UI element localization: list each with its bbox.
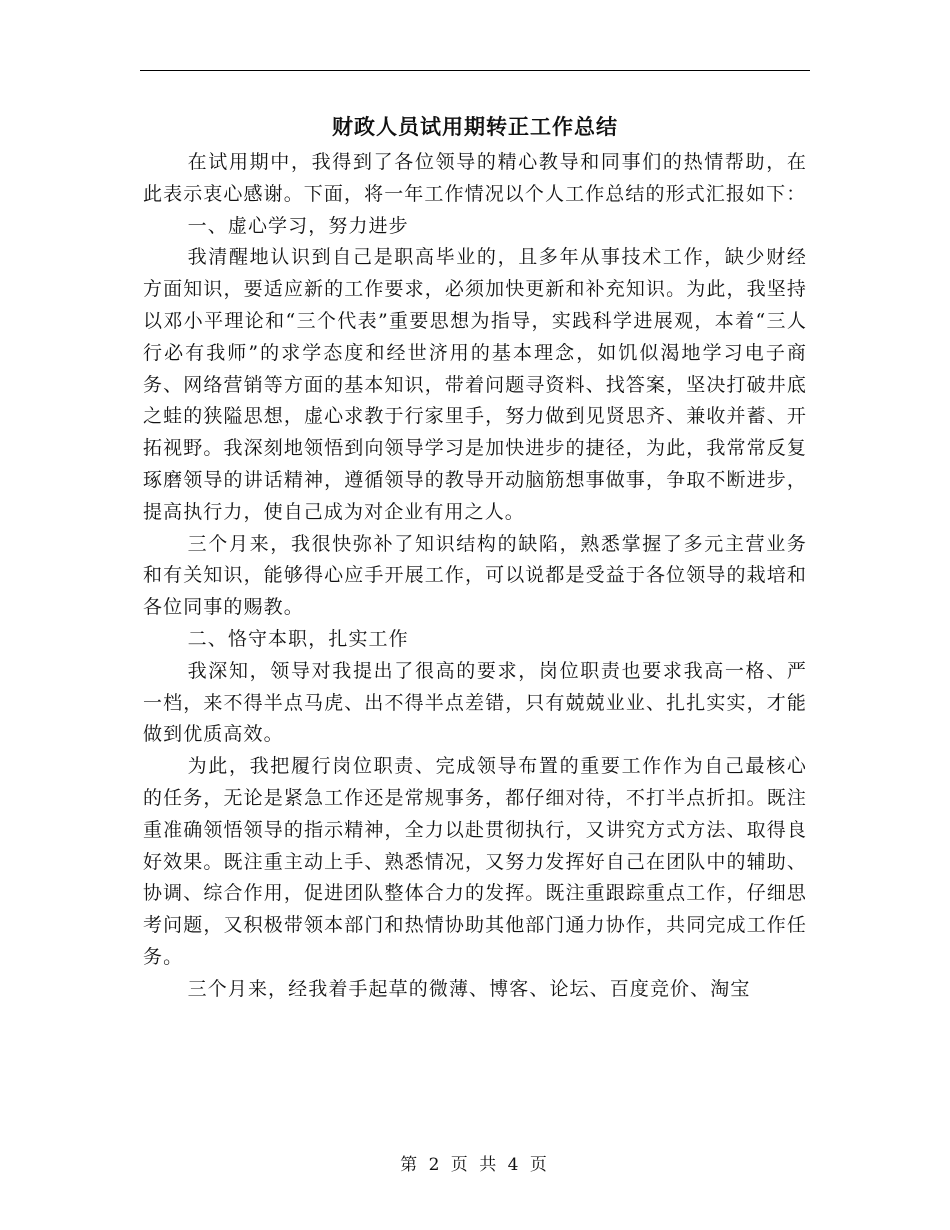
- section-heading-1: 一、虚心学习，努力进步: [187, 214, 409, 237]
- paragraph-intro: 在试用期中，我得到了各位领导的精心教导和同事们的热情帮助，在此表示衷心感谢。下面，将一年工作情况以个人工作总结的形式汇报如下：: [143, 151, 807, 205]
- paragraph-core-tasks: 为此，我把履行岗位职责、完成领导布置的重要工作作为自己最核心的任务，无论是紧急工作还是常规事务，都仔细对待，不打半点折扣。既注重准确领悟领导的指示精神，全力以赴贯彻执行，又讲究方式方法、取得良好效果。既注重主动上手、熟悉情况，又努力发挥好自己在团队中的辅助、协调、综合作用，促进团队整体合力的发挥。既注重跟踪重点工作，仔细思考问题，又积极带领本部门和热情协助其他部门通力协作，共同完成工作任务。: [143, 755, 807, 968]
- paragraph-results: 三个月来，经我着手起草的微薄、博客、论坛、百度竞价、淘宝: [187, 977, 751, 1000]
- document-body: [143, 147, 807, 1006]
- page-number: 第 2 页 共 4 页: [400, 1155, 550, 1175]
- header-rule: [140, 70, 810, 71]
- paragraph-learning-result: 三个月来，我很快弥补了知识结构的缺陷，熟悉掌握了多元主营业务和有关知识，能够得心应手开展工作，可以说都是受益于各位领导的栽培和各位同事的赐教。: [143, 532, 807, 619]
- section-heading-2: 二、恪守本职，扎实工作: [187, 627, 409, 650]
- paragraph-duty: 我深知，领导对我提出了很高的要求，岗位职责也要求我高一格、严一档，来不得半点马虎、出不得半点差错，只有兢兢业业、扎扎实实，才能做到优质高效。: [143, 659, 807, 746]
- paragraph-learning: 我清醒地认识到自己是职高毕业的，且多年从事技术工作，缺少财经方面知识，要适应新的工作要求，必须加快更新和补充知识。为此，我坚持以邓小平理论和“三个代表”重要思想为指导，实践科学进展观，本着“三人行必有我师”的求学态度和经世济用的基本理念，如饥似渴地学习电子商务、网络营销等方面的基本知识，带着问题寻资料、找答案，坚决打破井底之蛙的狭隘思想，虚心求教于行家里手，努力做到见贤思齐、兼收并蓄、开拓视野。我深刻地领悟到向领导学习是加快进步的捷径，为此，我常常反复琢磨领导的讲话精神，遵循领导的教导开动脑筋想事做事，争取不断进步，提高执行力，使自己成为对企业有用之人。: [143, 246, 807, 523]
- document-title: 财政人员试用期转正工作总结: [332, 114, 618, 139]
